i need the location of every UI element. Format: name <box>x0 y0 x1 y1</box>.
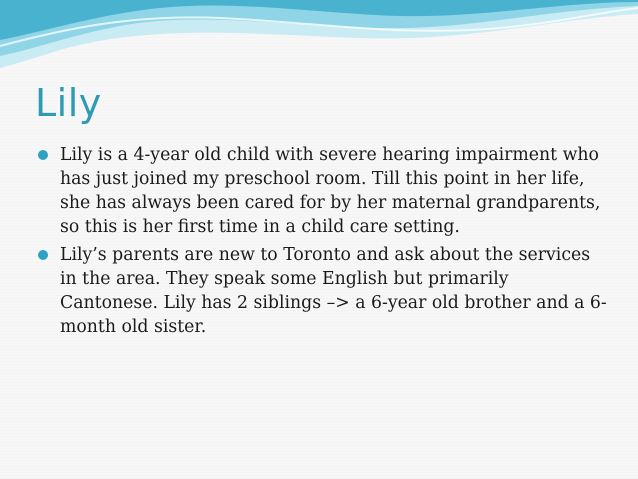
bullet-text: Lily’s parents are new to Toronto and ask about the services in the area. They speak some English but primarily Cantonese. Lily has 2 siblings –> a 6-year old brother and a 6-month old sister. <box>60 245 607 337</box>
decorative-wave-banner <box>0 0 638 80</box>
slide-title: Lily <box>35 81 102 125</box>
bullet-item <box>38 143 608 239</box>
bullet-dot-icon <box>38 250 48 260</box>
bullet-text: Lily is a 4-year old child with severe hearing impairment who has just joined my preschool room. Till this point in her life, she has always been cared for by her maternal grandparents, so this is her first time in a child care setting. <box>60 145 601 237</box>
bullet-list <box>38 143 608 343</box>
bullet-item <box>38 243 608 339</box>
bullet-dot-icon <box>38 150 48 160</box>
